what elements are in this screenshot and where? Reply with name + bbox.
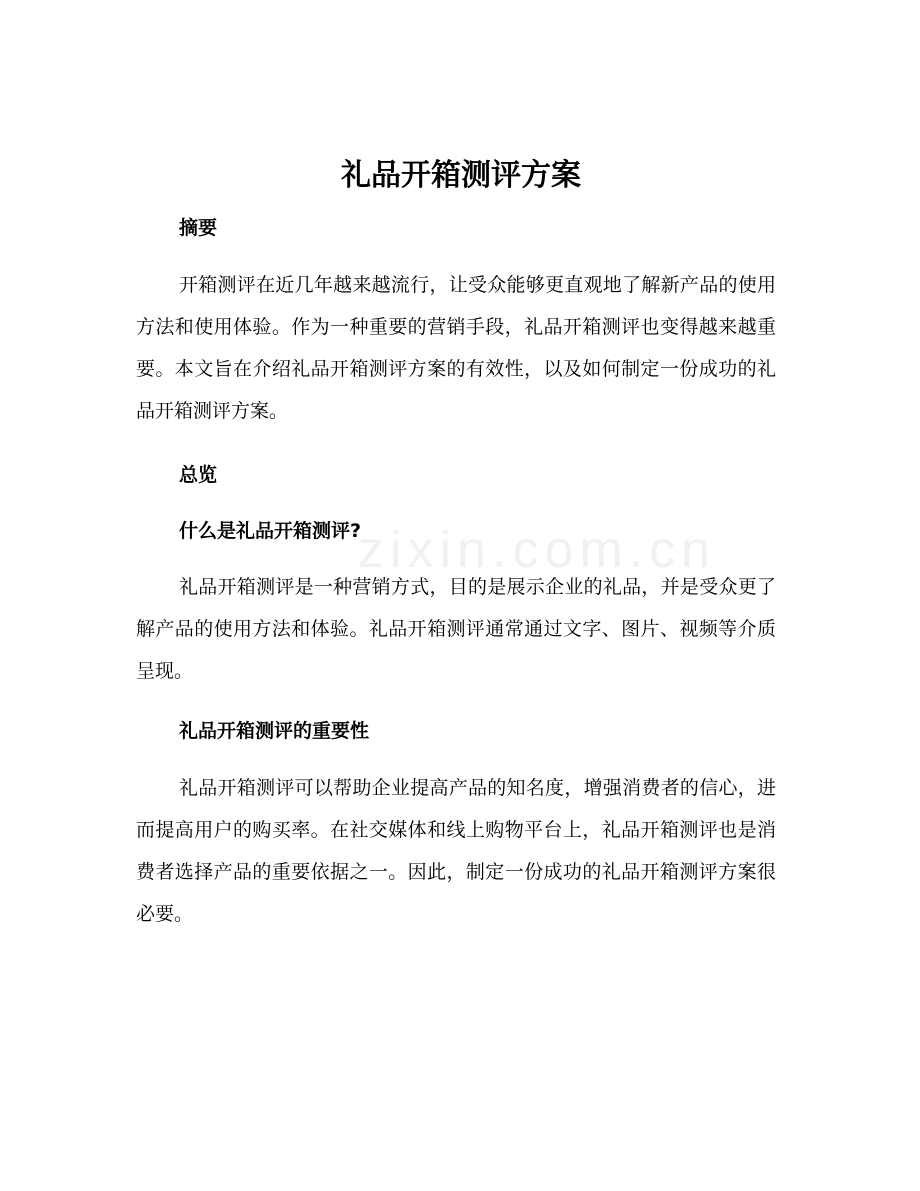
section-heading-importance: 礼品开箱测评的重要性 bbox=[179, 720, 370, 742]
abstract-paragraph: 开箱测评在近几年越来越流行，让受众能够更直观地了解新产品的使用方法和使用体验。作为一种重要的营销手段，礼品开箱测评也变得越来越重要。本文旨在介绍礼品开箱测评方案的有效性，以及如何制定一份成功的礼品开箱测评方案。 bbox=[136, 274, 776, 422]
section-heading-overview: 总览 bbox=[179, 464, 218, 486]
document-title: 礼品开箱测评方案 bbox=[341, 158, 581, 193]
section-heading-what-is: 什么是礼品开箱测评? bbox=[179, 520, 362, 542]
section-heading-abstract: 摘要 bbox=[179, 217, 218, 239]
what-is-paragraph: 礼品开箱测评是一种营销方式，目的是展示企业的礼品，并是受众更了解产品的使用方法和体验。礼品开箱测评通常通过文字、图片、视频等介质呈现。 bbox=[136, 576, 776, 682]
watermark: zixin.com.cn bbox=[358, 521, 717, 579]
importance-paragraph: 礼品开箱测评可以帮助企业提高产品的知名度，增强消费者的信心，进而提高用户的购买率。在社交媒体和线上购物平台上，礼品开箱测评也是消费者选择产品的重要依据之一。因此，制定一份成功的礼品开箱测评方案很必要。 bbox=[136, 777, 776, 925]
